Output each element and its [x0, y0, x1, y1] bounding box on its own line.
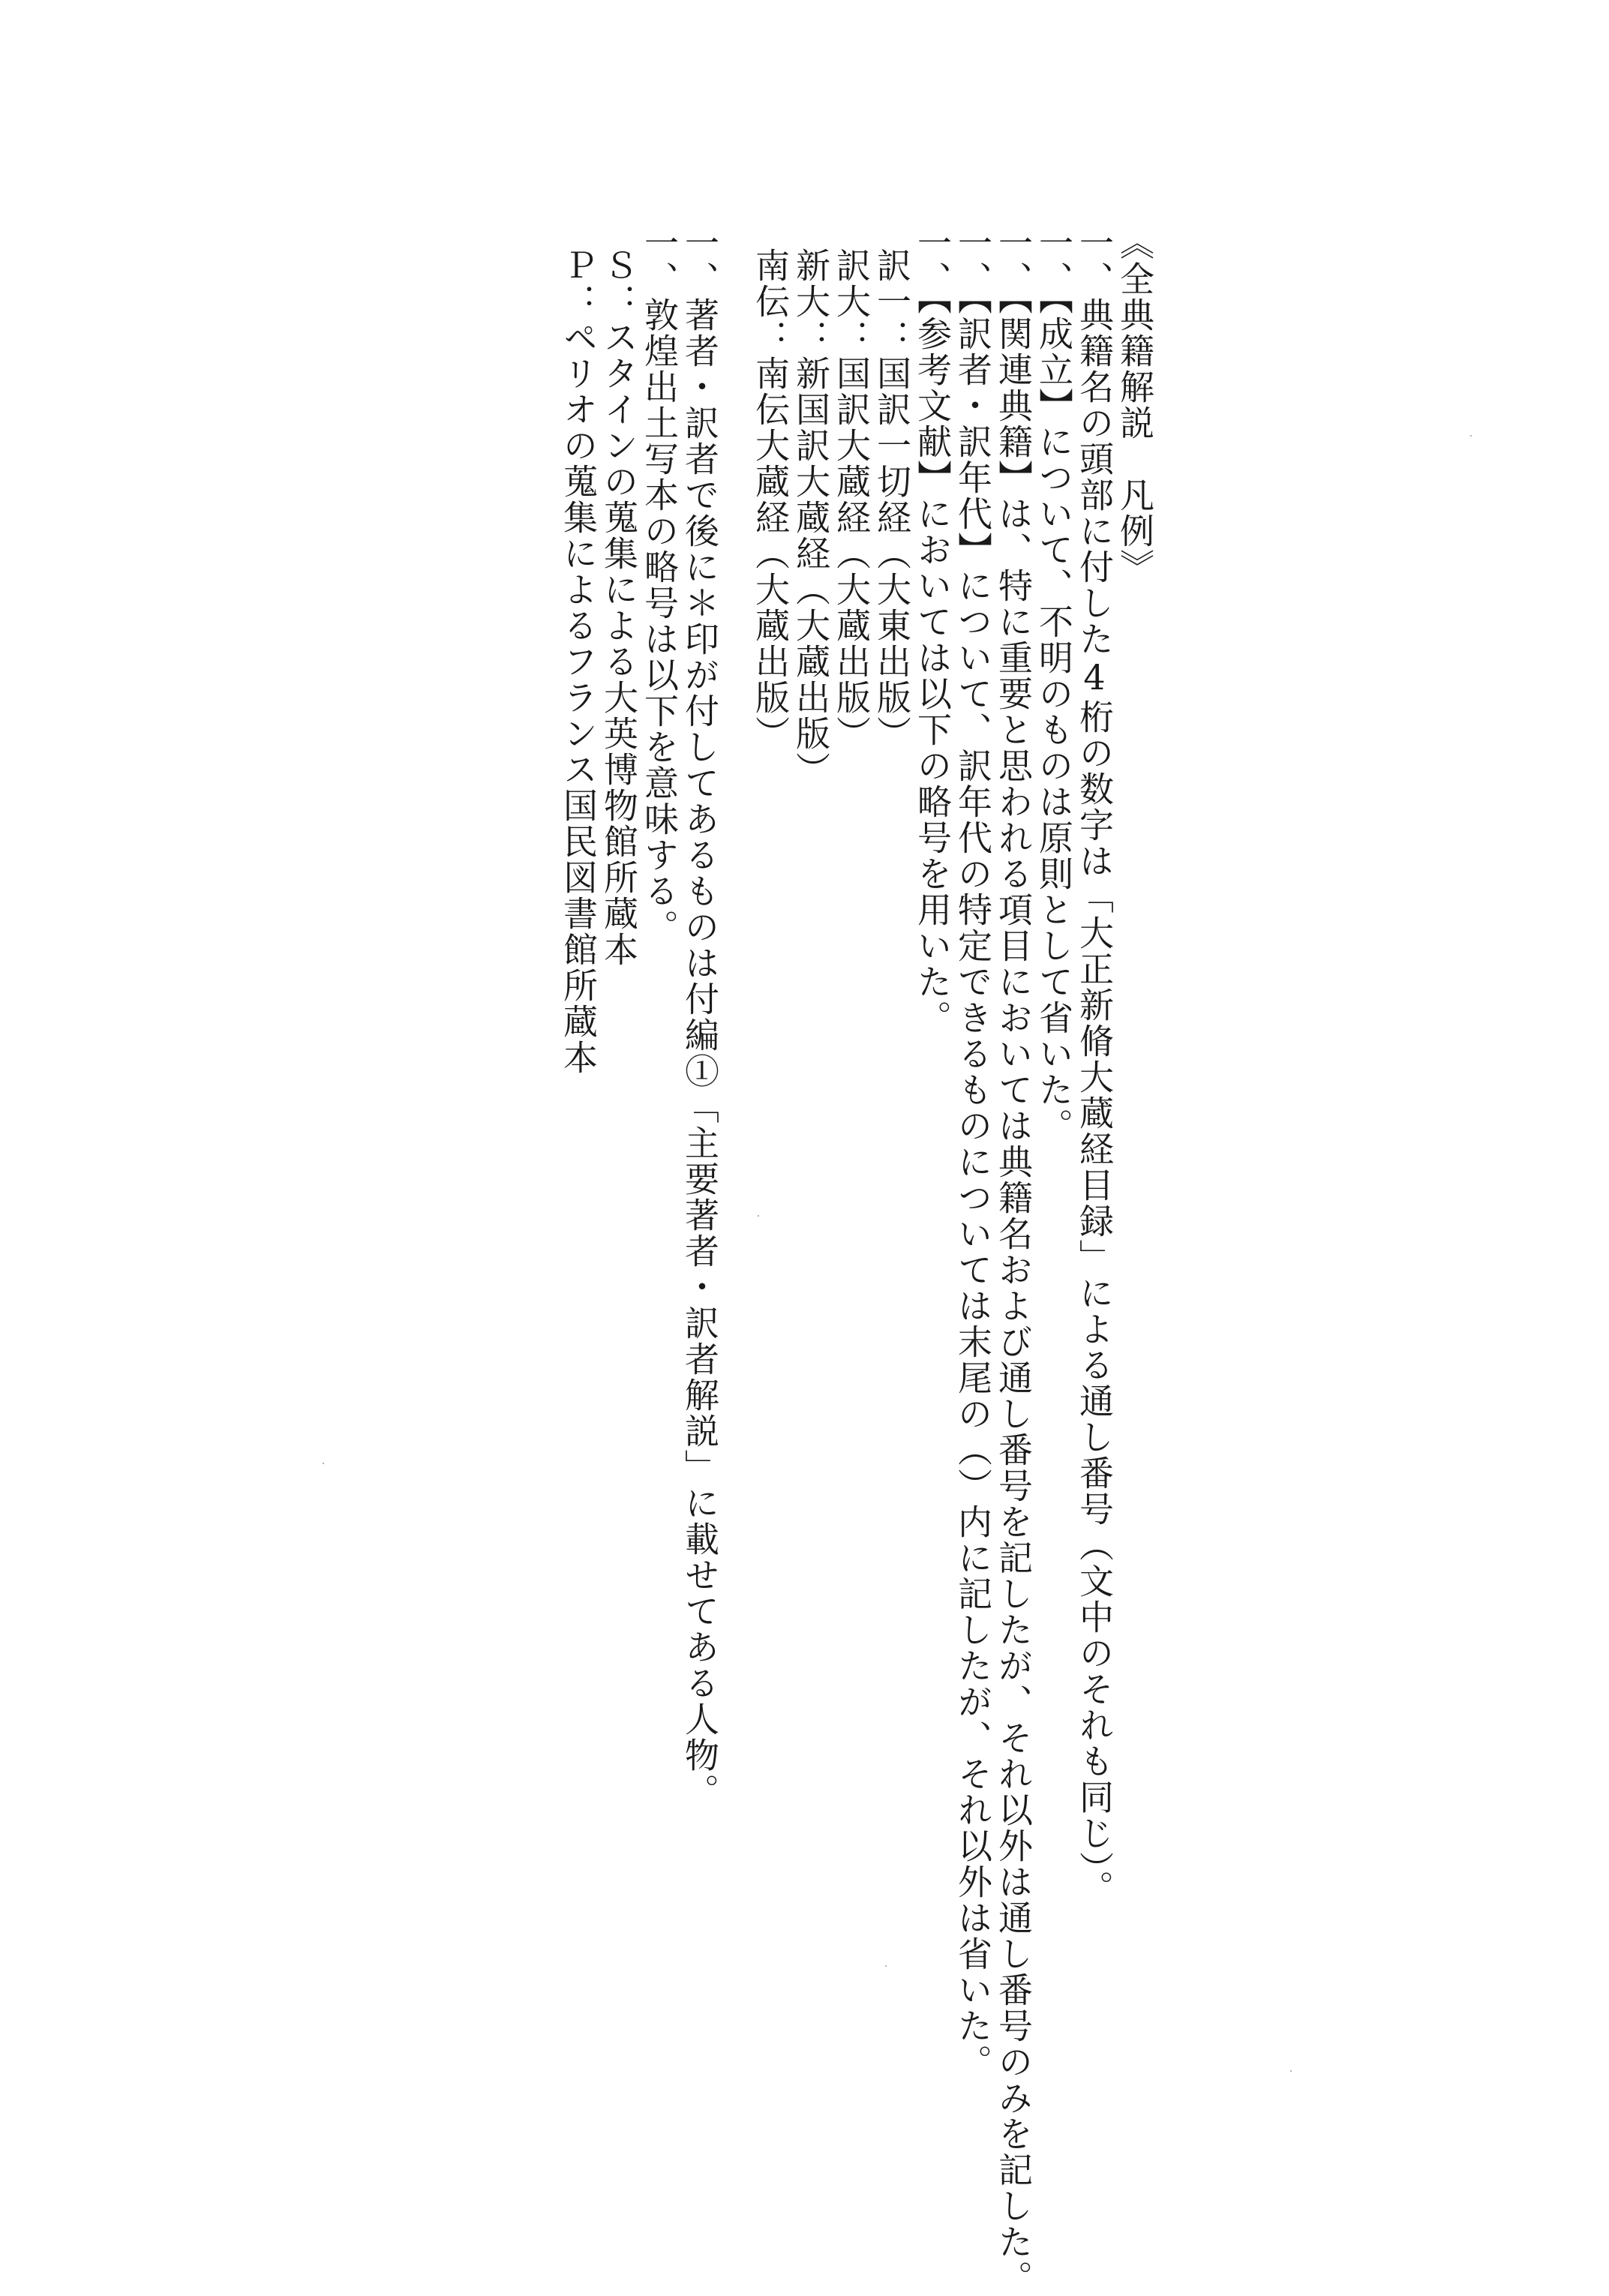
abbrev-stein: Ｓ：スタインの蒐集による大英博物館所蔵本: [599, 248, 639, 968]
scan-speck: [885, 1965, 887, 1967]
abbrev-kokuyaku-issaikyo: 訳一：国訳一切経（大東出版）: [872, 248, 912, 752]
note-references: 一、【参考文献】においては以下の略号を用いた。: [912, 225, 953, 1036]
note-related-texts: 一、【関連典籍】は、特に重要と思われる項目においては典籍名および通し番号を記したが、それ以外は通し番号のみを記した。: [993, 225, 1034, 2296]
scan-speck: [1290, 2070, 1292, 2072]
note-establishment: 一、【成立】について、不明のものは原則として省いた。: [1034, 225, 1074, 1144]
note-author-asterisk: 一、著者・訳者で後に＊印が付してあるものは付編①「主要著者・訳者解説」に載せてある人物。: [680, 225, 720, 1809]
abbrev-kokuyaku-daizokyo: 訳大：国訳大蔵経（大蔵出版）: [831, 248, 872, 752]
scan-speck: [1470, 435, 1472, 437]
note-serial-number: 一、典籍名の頭部に付した4桁の数字は「大正新脩大蔵経目録」による通し番号（文中のそれも同じ）。: [1074, 225, 1115, 1906]
scan-speck: [323, 1463, 324, 1464]
note-dunhuang-abbrev: 一、敦煌出土写本の略号は以下を意味する。: [639, 225, 680, 945]
scan-speck: [758, 1215, 759, 1217]
title-heading: 《全典籍解説 凡例》: [1115, 225, 1155, 585]
note-translator-date: 一、【訳者・訳年代】について、訳年代の特定できるものについては末尾の（）内に記したが、それ以外は省いた。: [953, 225, 993, 2080]
abbrev-nanden-daizokyo: 南伝：南伝大蔵経（大蔵出版）: [750, 248, 791, 752]
abbrev-pelliot: Ｐ：ペリオの蒐集によるフランス国民図書館所蔵本: [558, 248, 599, 1076]
abbrev-shin-kokuyaku-daizokyo: 新大：新国訳大蔵経（大蔵出版）: [791, 248, 831, 788]
